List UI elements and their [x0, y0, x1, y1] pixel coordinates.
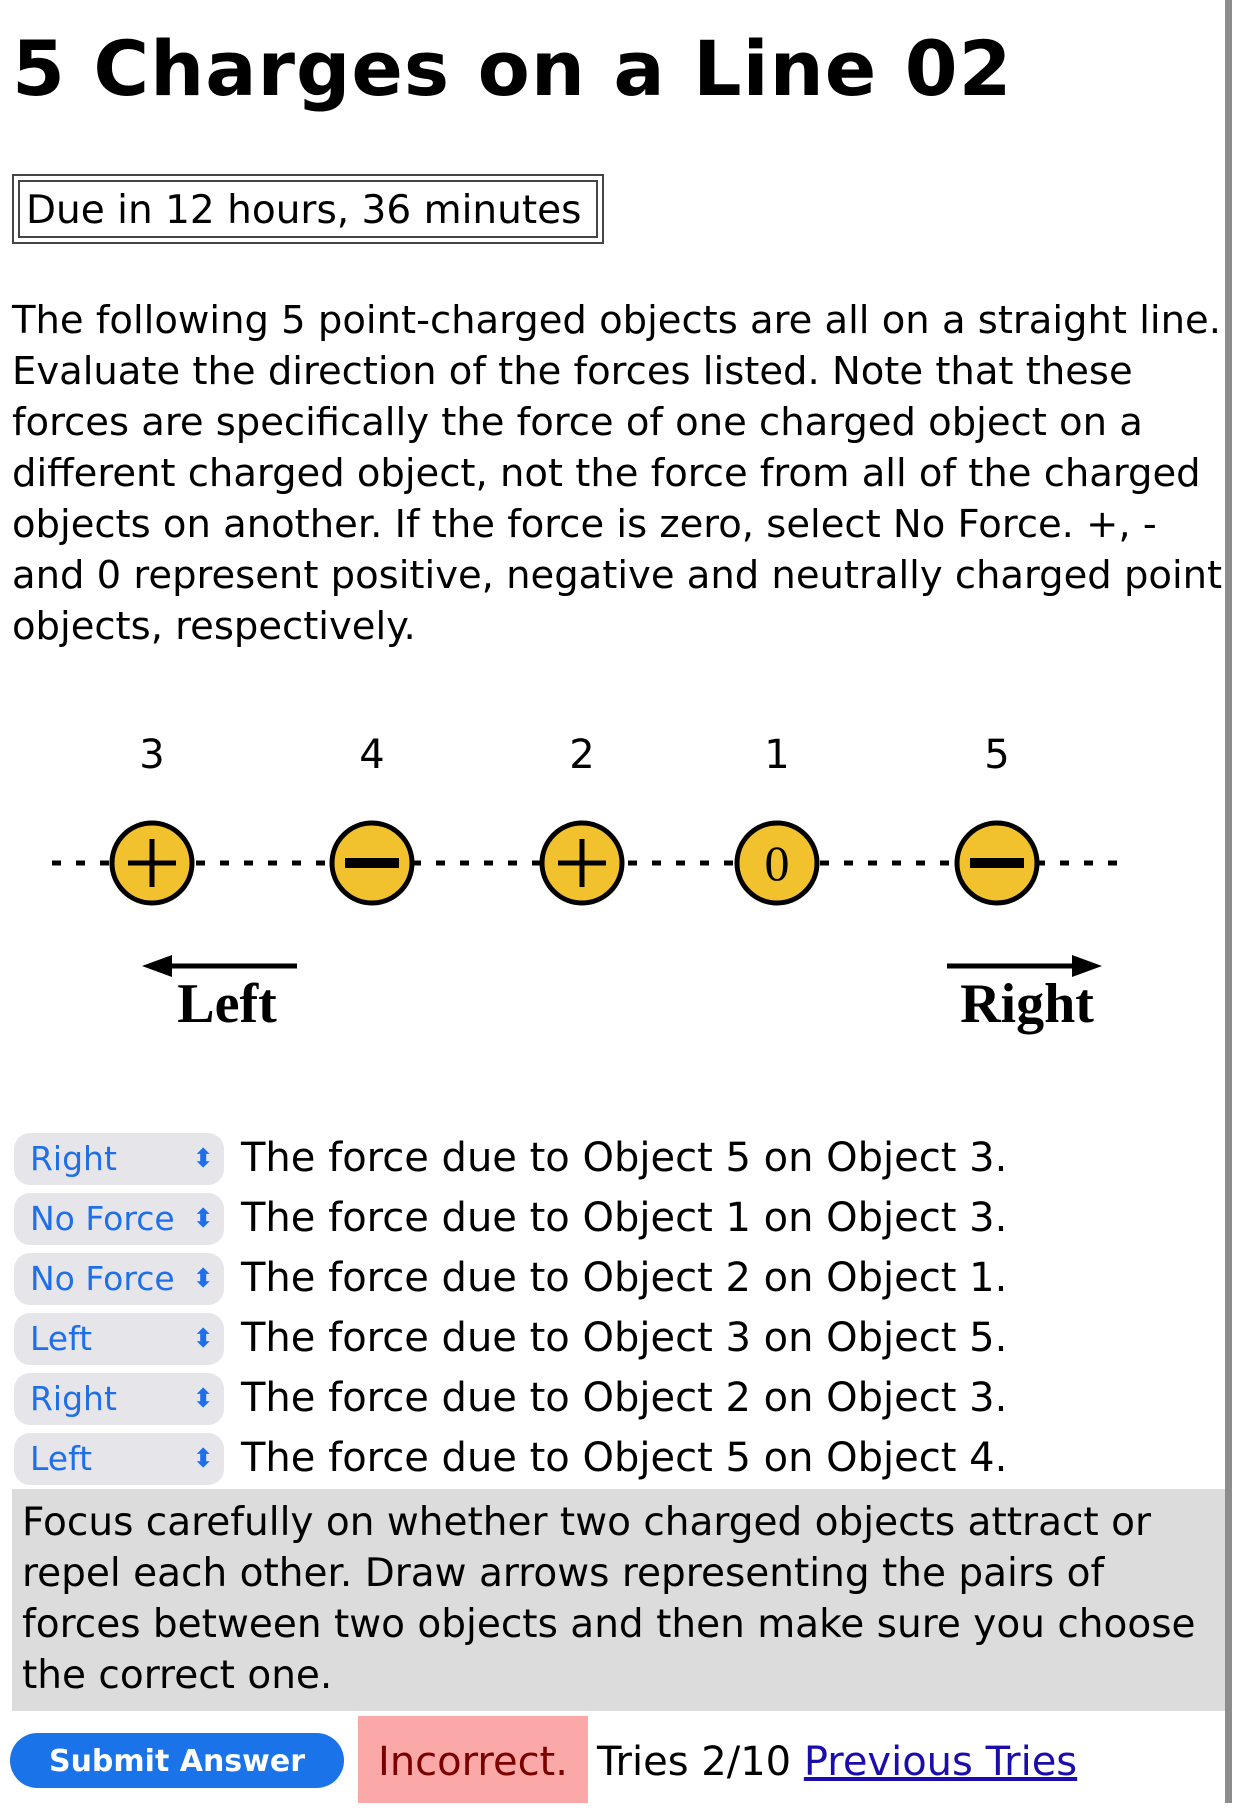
left-arrowhead [142, 955, 172, 977]
minus-sign-icon [345, 858, 399, 868]
left-label: Left [177, 973, 277, 1035]
answer-select[interactable] [14, 1313, 224, 1365]
answer-statement: The force due to Object 5 on Object 3. [241, 1135, 1008, 1181]
chevron-up-down-icon: ⬍ [192, 1444, 214, 1474]
tries-info [597, 1716, 1077, 1808]
due-date-text: Due in 12 hours, 36 minutes [18, 180, 598, 238]
due-date-box [12, 174, 604, 244]
answer-statement: The force due to Object 2 on Object 1. [241, 1255, 1008, 1301]
answer-statement: The force due to Object 2 on Object 3. [241, 1375, 1008, 1421]
chevron-up-down-icon: ⬍ [192, 1324, 214, 1354]
answer-select[interactable] [14, 1193, 224, 1245]
answer-select-value: Right [30, 1139, 117, 1178]
neutral-sign-label: 0 [764, 835, 790, 891]
answer-select-value: No Force [30, 1199, 175, 1238]
answer-statement: The force due to Object 1 on Object 3. [241, 1195, 1008, 1241]
charge-number-label: 5 [984, 732, 1010, 778]
previous-tries-link[interactable]: Previous Tries [803, 1739, 1078, 1785]
answer-select-value: No Force [30, 1259, 175, 1298]
chevron-up-down-icon: ⬍ [192, 1384, 214, 1414]
page-title: 5 Charges on a Line 02 [12, 24, 1013, 113]
answer-select-value: Right [30, 1379, 117, 1418]
answer-select-value: Left [30, 1319, 93, 1358]
answer-statement: The force due to Object 5 on Object 4. [241, 1435, 1008, 1481]
charge-number-label: 4 [359, 732, 385, 778]
answer-select[interactable] [14, 1373, 224, 1425]
minus-sign-icon [970, 858, 1024, 868]
question-text: The following 5 point-charged objects are all on a straight line. Evaluate the direction of the forces listed. Note that these forces are specifically the force of one charged object on a different charged object, not the force from all of the charged objects on another. If the force is zero, select No Force. +, - and 0 represent positive, negative and neutrally charged point objects, respectively. [12, 298, 1223, 649]
submit-answer-button[interactable]: Submit Answer [10, 1733, 344, 1788]
answer-select[interactable] [14, 1433, 224, 1485]
hint-box: Focus carefully on whether two charged objects attract or repel each other. Draw arrows representing the pairs of forces between two objects and then make sure you choose the correct one. [12, 1489, 1225, 1711]
chevron-up-down-icon: ⬍ [192, 1204, 214, 1234]
right-label: Right [960, 973, 1094, 1035]
tries-count: Tries 2/10 [597, 1739, 792, 1785]
charge-number-label: 1 [764, 732, 790, 778]
charges-diagram [12, 722, 1172, 1062]
chevron-up-down-icon: ⬍ [192, 1144, 214, 1174]
answer-select-value: Left [30, 1439, 93, 1478]
scrollbar[interactable] [1225, 0, 1232, 1803]
answer-select[interactable] [14, 1133, 224, 1185]
answer-statement: The force due to Object 3 on Object 5. [241, 1315, 1008, 1361]
charge-number-label: 3 [139, 732, 165, 778]
answer-select[interactable] [14, 1253, 224, 1305]
chevron-up-down-icon: ⬍ [192, 1264, 214, 1294]
feedback-badge: Incorrect. [358, 1716, 588, 1803]
charge-number-label: 2 [569, 732, 595, 778]
